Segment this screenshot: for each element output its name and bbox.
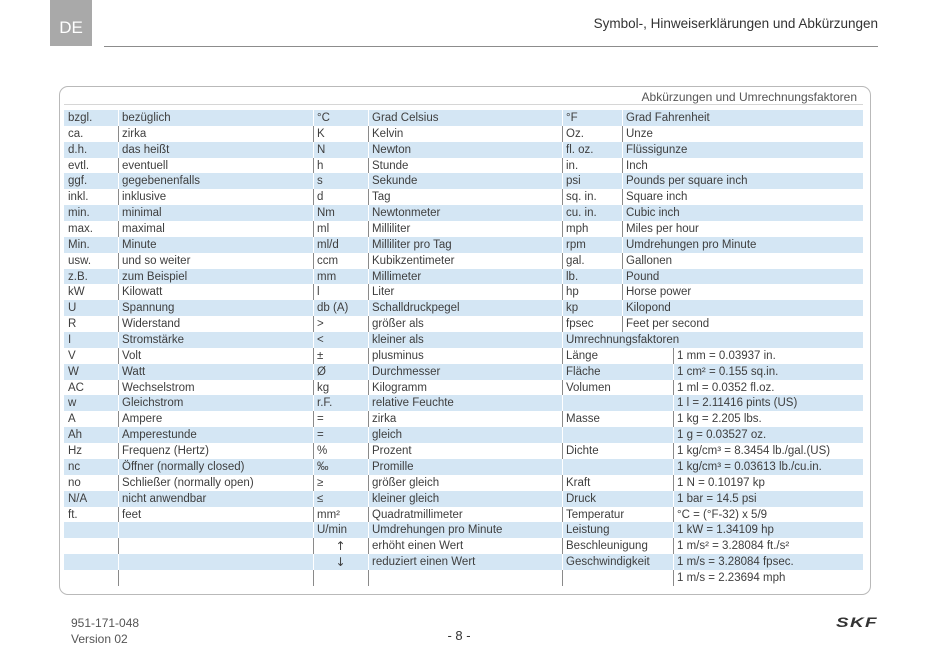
abbreviation-meaning-cell: Schließer (normally open) <box>118 475 313 491</box>
symbol-cell: ml <box>313 221 368 237</box>
abbreviation-cell: bzgl. <box>68 112 93 124</box>
table-row <box>64 237 863 253</box>
abbreviation-cell: N/A <box>68 492 88 505</box>
unit-cell: hp <box>562 284 622 300</box>
conversion-category-cell: Beschleunigung <box>562 538 673 554</box>
symbol-meaning-cell: Schalldruckpegel <box>368 300 562 316</box>
symbol-cell: mm² <box>313 507 368 523</box>
table-row <box>64 173 863 189</box>
symbol-meaning-cell: Milliliter pro Tag <box>368 237 562 253</box>
unit-cell: kp <box>562 300 622 316</box>
abbreviation-cell: inkl. <box>68 191 89 204</box>
table-title: Abkürzungen und Umrechnungsfaktoren <box>641 90 857 104</box>
symbol-cell: s <box>313 173 368 189</box>
symbol-cell: ml/d <box>313 237 368 253</box>
abbreviation-meaning-cell: zum Beispiel <box>118 269 313 285</box>
unit-meaning-cell: Feet per second <box>622 316 863 332</box>
unit-meaning-cell: Cubic inch <box>622 205 863 221</box>
unit-cell: rpm <box>562 237 622 253</box>
conversion-formula-cell: 1 bar = 14.5 psi <box>673 491 863 507</box>
abbreviation-cell: no <box>68 476 81 489</box>
unit-meaning-cell: Horse power <box>622 284 863 300</box>
abbreviation-meaning-cell: maximal <box>118 221 313 237</box>
abbreviation-cell: A <box>68 413 76 426</box>
conversion-formula-cell: 1 N = 0.10197 kp <box>673 475 863 491</box>
symbol-meaning-cell: Durchmesser <box>368 364 562 380</box>
symbol-cell: Ø <box>313 364 368 380</box>
symbol-cell: r.F. <box>313 395 368 411</box>
symbol-cell: ≥ <box>313 475 368 491</box>
symbol-meaning-cell: Milliliter <box>368 221 562 237</box>
abbreviation-meaning-cell: eventuell <box>118 158 313 174</box>
symbol-cell: ‰ <box>313 459 368 475</box>
symbol-meaning-cell: größer gleich <box>368 475 562 491</box>
symbol-cell: h <box>313 158 368 174</box>
symbol-meaning-cell: Kubikzentimeter <box>368 253 562 269</box>
abbreviation-meaning-cell: bezüglich <box>118 110 313 126</box>
empty-cell <box>64 554 118 570</box>
symbol-meaning-cell: zirka <box>368 411 562 427</box>
abbreviation-cell: kW <box>68 286 85 299</box>
empty-cell <box>118 570 313 586</box>
table-row <box>64 443 863 459</box>
abbreviation-meaning-cell: Spannung <box>118 300 313 316</box>
unit-meaning-cell: Kilopond <box>622 300 863 316</box>
abbreviation-cell: Ah <box>68 429 83 442</box>
symbol-cell: = <box>313 427 368 443</box>
unit-meaning-cell: Pounds per square inch <box>622 173 863 189</box>
abbreviation-cell: ca. <box>68 127 84 140</box>
page-number: - 8 - <box>447 628 471 643</box>
unit-meaning-cell: Unze <box>622 126 863 142</box>
symbol-meaning-cell: reduziert einen Wert <box>368 554 562 570</box>
table-row <box>64 221 863 237</box>
table-row <box>64 269 863 285</box>
symbol-cell: % <box>313 443 368 459</box>
skf-logo: SKF <box>836 614 878 630</box>
symbol-meaning-cell: Newton <box>368 142 562 158</box>
symbol-meaning-cell: Umdrehungen pro Minute <box>368 522 562 538</box>
unit-cell: Oz. <box>562 126 622 142</box>
symbol-cell: U/min <box>313 522 368 538</box>
abbreviation-cell: d.h. <box>68 143 88 156</box>
table-row <box>64 205 863 221</box>
symbol-meaning-cell: Millimeter <box>368 269 562 285</box>
unit-cell: psi <box>562 173 622 189</box>
abbreviation-meaning-cell: feet <box>118 507 313 523</box>
table-row <box>64 411 863 427</box>
unit-cell: lb. <box>562 269 622 285</box>
abbreviation-meaning-cell: minimal <box>118 205 313 221</box>
table-row <box>64 427 863 443</box>
symbol-cell: l <box>313 284 368 300</box>
unit-cell: gal. <box>562 253 622 269</box>
symbol-meaning-cell: Quadratmillimeter <box>368 507 562 523</box>
conversion-formula-cell: 1 m/s = 3.28084 fpsec. <box>673 554 863 570</box>
abbreviation-meaning-cell: Ampere <box>118 411 313 427</box>
conversion-formula-cell: °C = (°F-32) x 5/9 <box>673 507 863 523</box>
abbreviation-cell: nc <box>68 460 81 473</box>
symbol-cell: kg <box>313 380 368 396</box>
empty-cell <box>118 522 313 538</box>
unit-meaning-cell: Grad Fahrenheit <box>622 110 863 126</box>
conversion-category-cell <box>562 570 673 586</box>
symbol-meaning-cell: gleich <box>368 427 562 443</box>
unit-meaning-cell: Umdrehungen pro Minute <box>622 237 863 253</box>
symbol-cell: ↑ <box>313 538 368 554</box>
table-row <box>64 459 863 475</box>
document-number: 951-171-048 <box>71 616 140 630</box>
symbol-cell: N <box>313 142 368 158</box>
conversion-category-cell: Leistung <box>562 522 673 538</box>
symbol-meaning-cell: Promille <box>368 459 562 475</box>
abbreviation-cell: w <box>68 397 77 410</box>
symbol-cell: K <box>313 126 368 142</box>
table-row <box>64 126 863 142</box>
symbol-meaning-cell: Kelvin <box>368 126 562 142</box>
abbreviation-meaning-cell: Kilowatt <box>118 284 313 300</box>
abbreviation-meaning-cell: Widerstand <box>118 316 313 332</box>
empty-cell <box>64 522 118 538</box>
conversion-formula-cell: 1 m/s² = 3.28084 ft./s² <box>673 538 863 554</box>
conversion-category-cell: Masse <box>562 411 673 427</box>
language-badge: DE <box>50 0 92 46</box>
conversion-formula-cell: 1 ml = 0.0352 fl.oz. <box>673 380 863 396</box>
table-row <box>64 348 863 364</box>
abbreviation-cell: Hz <box>68 445 83 458</box>
symbol-meaning-cell: Prozent <box>368 443 562 459</box>
page-title: Symbol-, Hinweiserklärungen und Abkürzungen <box>593 16 878 31</box>
symbol-meaning-cell: erhöht einen Wert <box>368 538 562 554</box>
conversion-formula-cell: 1 mm = 0.03937 in. <box>673 348 863 364</box>
unit-cell: cu. in. <box>562 205 622 221</box>
abbreviation-cell: ft. <box>68 508 78 521</box>
symbol-cell: Nm <box>313 205 368 221</box>
unit-meaning-cell: Gallonen <box>622 253 863 269</box>
table-body <box>64 110 863 586</box>
unit-meaning-cell: Pound <box>622 269 863 285</box>
abbreviations-table <box>59 86 871 595</box>
unit-cell: fl. oz. <box>562 142 622 158</box>
symbol-meaning-cell: kleiner gleich <box>368 491 562 507</box>
abbreviation-meaning-cell: Amperestunde <box>118 427 313 443</box>
symbol-meaning-cell: kleiner als <box>368 332 562 348</box>
symbol-meaning-cell: Kilogramm <box>368 380 562 396</box>
conversion-formula-cell: 1 kg = 2.205 lbs. <box>673 411 863 427</box>
unit-cell: in. <box>562 158 622 174</box>
table-row <box>64 554 863 570</box>
abbreviation-cell: max. <box>68 223 93 236</box>
conversion-formula-cell: 1 m/s = 2.23694 mph <box>673 570 863 586</box>
table-row <box>64 253 863 269</box>
conversion-formula-cell: 1 l = 2.11416 pints (US) <box>673 395 863 411</box>
symbol-cell: ↓ <box>313 554 368 570</box>
conversion-formula-cell: 1 kg/cm³ = 0.03613 lb./cu.in. <box>673 459 863 475</box>
abbreviation-meaning-cell: und so weiter <box>118 253 313 269</box>
table-row <box>64 364 863 380</box>
symbol-meaning-cell: relative Feuchte <box>368 395 562 411</box>
abbreviation-meaning-cell: Volt <box>118 348 313 364</box>
abbreviation-cell: Min. <box>68 238 90 251</box>
conversion-category-cell <box>562 427 673 443</box>
abbreviation-meaning-cell: Minute <box>118 237 313 253</box>
symbol-cell: = <box>313 411 368 427</box>
symbol-meaning-cell: Sekunde <box>368 173 562 189</box>
empty-cell <box>64 538 118 554</box>
table-row <box>64 395 863 411</box>
abbreviation-meaning-cell: Watt <box>118 364 313 380</box>
unit-meaning-cell: Flüssigunze <box>622 142 863 158</box>
table-row <box>64 538 863 554</box>
conversion-category-cell: Druck <box>562 491 673 507</box>
symbol-cell: °C <box>313 110 368 126</box>
conversion-category-cell: Volumen <box>562 380 673 396</box>
empty-cell <box>64 570 118 586</box>
unit-cell: sq. in. <box>562 189 622 205</box>
empty-cell <box>118 554 313 570</box>
abbreviation-meaning-cell: Stromstärke <box>118 332 313 348</box>
symbol-cell: mm <box>313 269 368 285</box>
abbreviation-meaning-cell: Öffner (normally closed) <box>118 459 313 475</box>
abbreviation-meaning-cell: Frequenz (Hertz) <box>118 443 313 459</box>
conversion-formula-cell: 1 g = 0.03527 oz. <box>673 427 863 443</box>
abbreviation-cell: AC <box>68 381 84 394</box>
symbol-meaning-cell: Newtonmeter <box>368 205 562 221</box>
symbol-meaning-cell: größer als <box>368 316 562 332</box>
table-row <box>64 158 863 174</box>
conversion-formula-cell: 1 kW = 1.34109 hp <box>673 522 863 538</box>
symbol-meaning-cell: plusminus <box>368 348 562 364</box>
abbreviation-cell: W <box>68 365 79 378</box>
conversion-category-cell: Länge <box>562 348 673 364</box>
document-version: Version 02 <box>71 632 128 646</box>
conversion-formula-cell: 1 kg/cm³ = 8.3454 lb./gal.(US) <box>673 443 863 459</box>
abbreviation-meaning-cell: das heißt <box>118 142 313 158</box>
conversion-category-cell <box>562 459 673 475</box>
abbreviation-cell: ggf. <box>68 175 88 188</box>
table-row <box>64 300 863 316</box>
symbol-cell: > <box>313 316 368 332</box>
abbreviation-meaning-cell: inklusive <box>118 189 313 205</box>
unit-cell: mph <box>562 221 622 237</box>
abbreviation-cell: I <box>68 334 72 347</box>
conversion-category-cell <box>562 395 673 411</box>
abbreviation-meaning-cell: zirka <box>118 126 313 142</box>
symbol-cell: d <box>313 189 368 205</box>
table-row <box>64 189 863 205</box>
unit-meaning-cell: Inch <box>622 158 863 174</box>
header-divider <box>104 46 878 47</box>
symbol-cell: ccm <box>313 253 368 269</box>
unit-cell: °F <box>562 110 622 126</box>
symbol-cell: < <box>313 332 368 348</box>
table-row <box>64 570 863 586</box>
conversion-category-cell: Kraft <box>562 475 673 491</box>
table-row <box>64 142 863 158</box>
table-row <box>64 332 863 348</box>
conversion-category-cell: Fläche <box>562 364 673 380</box>
symbol-meaning-cell: Tag <box>368 189 562 205</box>
unit-cell: fpsec <box>562 316 622 332</box>
table-row <box>64 284 863 300</box>
conversion-category-cell: Dichte <box>562 443 673 459</box>
empty-cell <box>368 570 562 586</box>
abbreviation-meaning-cell: gegebenenfalls <box>118 173 313 189</box>
abbreviation-cell: evtl. <box>68 159 90 172</box>
abbreviation-meaning-cell: Wechselstrom <box>118 380 313 396</box>
symbol-cell: ± <box>313 348 368 364</box>
abbreviation-meaning-cell: Gleichstrom <box>118 395 313 411</box>
symbol-meaning-cell: Grad Celsius <box>368 110 562 126</box>
table-row <box>64 491 863 507</box>
conversion-category-cell: Geschwindigkeit <box>562 554 673 570</box>
abbreviation-cell: usw. <box>68 254 92 267</box>
empty-cell <box>313 570 368 586</box>
unit-meaning-cell: Miles per hour <box>622 221 863 237</box>
conversion-category-cell: Temperatur <box>562 507 673 523</box>
abbreviation-cell: V <box>68 349 76 362</box>
symbol-cell: db (A) <box>313 300 368 316</box>
abbreviation-cell: min. <box>68 207 90 220</box>
table-title-divider <box>64 104 863 105</box>
table-row <box>64 380 863 396</box>
table-row <box>64 316 863 332</box>
empty-cell <box>118 538 313 554</box>
abbreviation-cell: U <box>68 302 77 315</box>
table-row <box>64 507 863 523</box>
symbol-meaning-cell: Stunde <box>368 158 562 174</box>
abbreviation-cell: R <box>68 318 77 331</box>
conversion-formula-cell: 1 cm² = 0.155 sq.in. <box>673 364 863 380</box>
conversion-heading: Umrechnungsfaktoren <box>562 332 863 348</box>
table-row <box>64 522 863 538</box>
table-row <box>64 110 863 126</box>
abbreviation-meaning-cell: nicht anwendbar <box>118 491 313 507</box>
symbol-meaning-cell: Liter <box>368 284 562 300</box>
symbol-cell: ≤ <box>313 491 368 507</box>
table-row <box>64 475 863 491</box>
unit-meaning-cell: Square inch <box>622 189 863 205</box>
abbreviation-cell: z.B. <box>68 270 88 283</box>
